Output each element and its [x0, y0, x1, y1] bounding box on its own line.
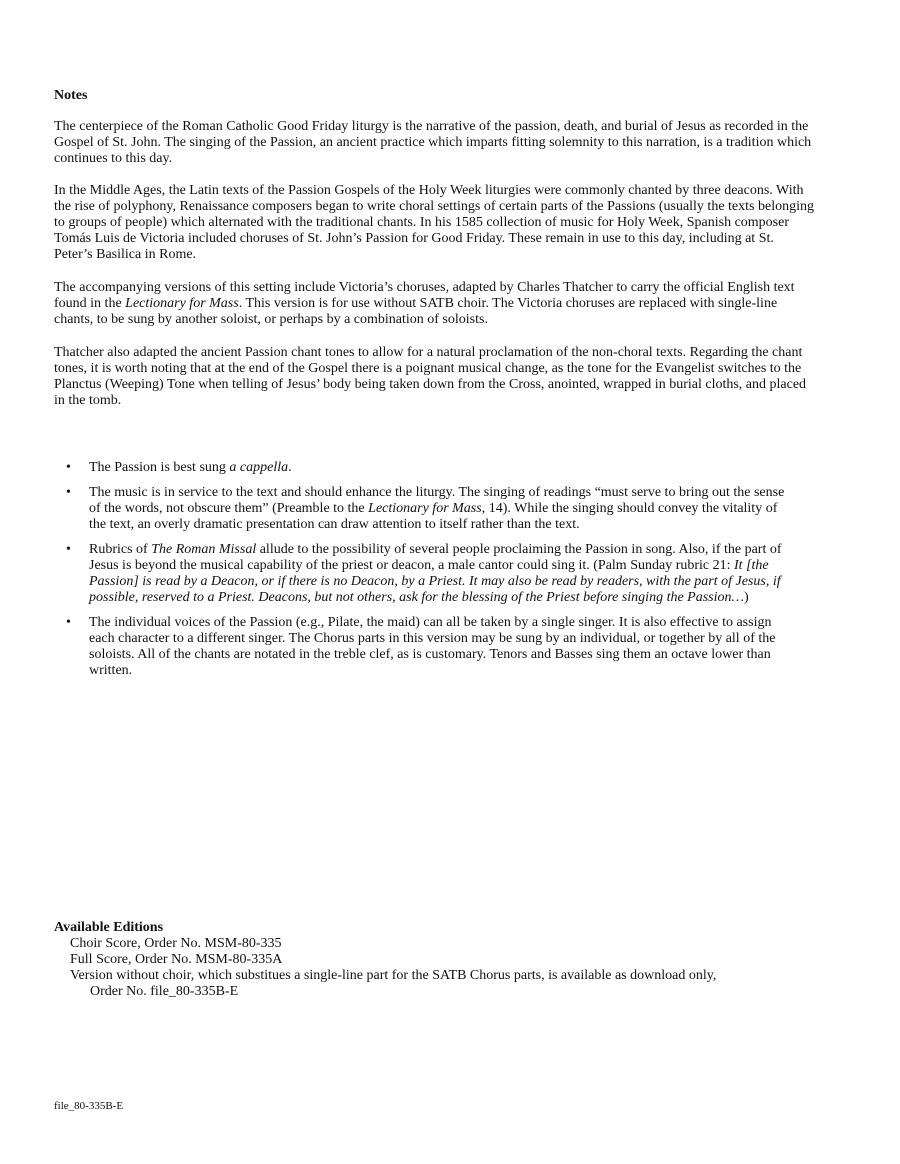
italic-quote: It [the Passion] is read by a Deacon, or if there is no Deacon, by a Priest. It may also be read by readers, with the part of Jesus, if possible, reserved to a Priest. Deacons, but not others, ask for the blessing of the Priest before singing the Passion…	[89, 558, 781, 605]
text-span: .	[288, 460, 292, 475]
notes-paragraph-1: The centerpiece of the Roman Catholic Good Friday liturgy is the narrative of the passion, death, and burial of Jesus as recorded in the Gospel of St. John. The singing of the Passion, an ancient practice which imparts fitting solemnity to this narration, is a tradition which continues to this day.	[54, 119, 812, 166]
edition-no-choir-order: Order No. file_80-335B-E	[90, 984, 239, 999]
text-span: The Passion is best sung	[89, 460, 230, 475]
bullet-list	[54, 460, 789, 688]
bullet-icon: •	[66, 542, 71, 557]
bullet-icon: •	[66, 460, 71, 475]
page-footer: file_80-335B-E	[54, 1100, 124, 1112]
text-span: The accompanying versions of this setting include Victoria’s choruses, adapted by Charles Thatcher to carry the official English text found in the	[54, 280, 795, 311]
edition-no-choir: Version without choir, which substitues a single-line part for the SATB Chorus parts, is available as download only,	[70, 968, 717, 983]
notes-paragraph-4: Thatcher also adapted the ancient Passion chant tones to allow for a natural proclamation of the non-choral texts. Regarding the chant tones, it is worth noting that at the end of the Gospel there is a poignant musical change, as the tone for the Evangelist switches to the Planctus (Weeping) Tone when telling of Jesus’ body being taken down from the Cross, anointed, wrapped in burial cloths, and placed in the tomb.	[54, 345, 807, 408]
text-span: )	[743, 590, 749, 605]
notes-paragraph-2: In the Middle Ages, the Latin texts of the Passion Gospels of the Holy Week liturgies were commonly chanted by three deacons. With the rise of polyphony, Renaissance composers began to write choral settings of certain parts of the Passions (usually the texts belonging to groups of people) which alternated with the traditional chants. In his 1585 collection of music for Holy Week, Spanish composer Tomás Luis de Victoria included choruses of St. John’s Passion for Good Friday. These remain in use to this day, including at St. Peter’s Basilica in Rome.	[54, 183, 814, 262]
available-editions	[54, 920, 854, 1000]
text-span: , 14). While the singing should convey the vitality of the text, an overly dramatic presentation can draw attention to itself rather than the text.	[89, 501, 778, 532]
text-span: allude to the possibility of several people proclaiming the Passion in song. Also, if the part of Jesus is beyond the musical capability of the priest or deacon, a male cantor could sing it. (Palm Sunday rubric 21:	[89, 542, 782, 573]
italic-title: Lectionary for Mass	[368, 501, 482, 516]
edition-full-score: Full Score, Order No. MSM-80-335A	[70, 952, 283, 967]
bullet-icon: •	[66, 485, 71, 500]
list-item	[54, 615, 789, 679]
notes-paragraph-3	[54, 280, 814, 328]
italic-title: The Roman Missal	[151, 542, 257, 557]
text-span: Rubrics of	[89, 542, 152, 557]
bullet-icon: •	[66, 615, 71, 630]
text-span: . This version is for use without SATB choir. The Victoria choruses are replaced with single-line chants, to be sung by another soloist, or perhaps by a combination of soloists.	[54, 296, 778, 327]
editions-heading: Available Editions	[54, 920, 164, 935]
text-span: The music is in service to the text and should enhance the liturgy. The singing of readings “must serve to bring out the sense of the words, not obscure them” (Preamble to the	[89, 485, 785, 516]
text-span: The individual voices of the Passion (e.g., Pilate, the maid) can all be taken by a single singer. It is also effective to assign each character to a different singer. The Chorus parts in this version may be sung by an individual, or together by all of the soloists. All of the chants are notated in the treble clef, as is customary. Tenors and Basses sing them an octave lower than written.	[89, 615, 776, 678]
notes-heading: Notes	[54, 88, 88, 103]
italic-title: Lectionary for Mass	[125, 296, 239, 311]
list-item	[54, 485, 789, 533]
edition-choir-score: Choir Score, Order No. MSM-80-335	[70, 936, 282, 951]
list-item	[54, 460, 789, 476]
italic-term: a cappella	[229, 460, 289, 475]
list-item	[54, 542, 789, 606]
